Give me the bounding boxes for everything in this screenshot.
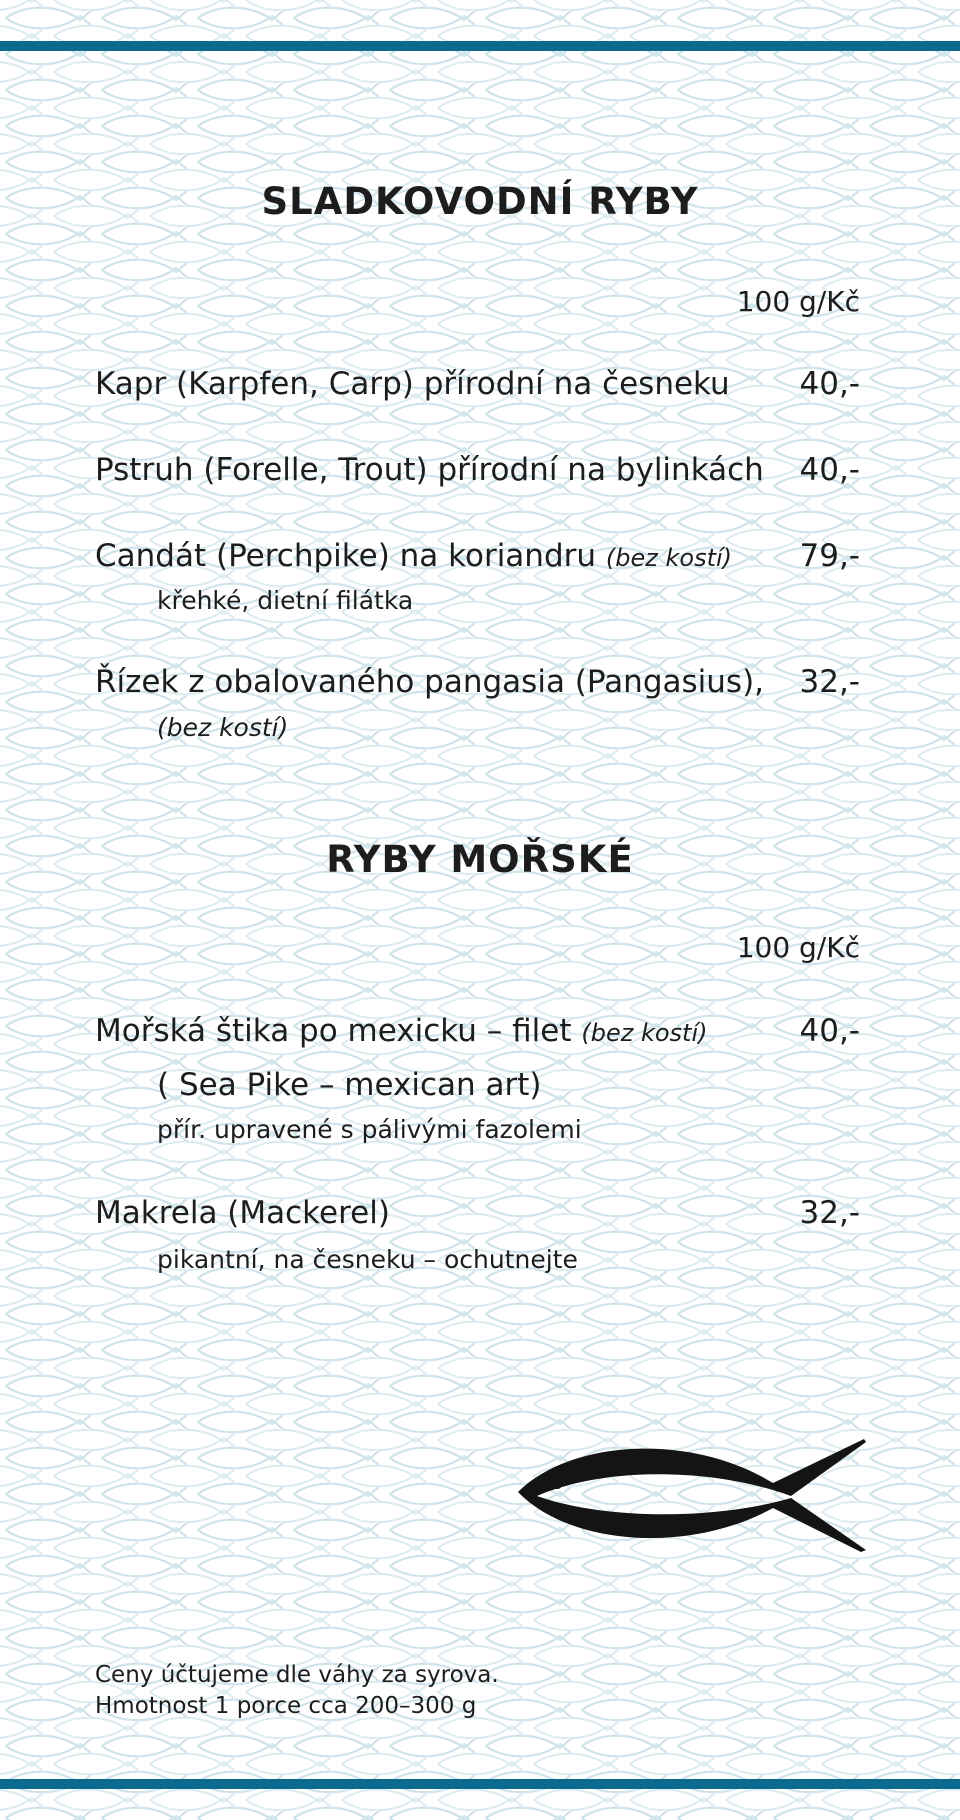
footer-line-1: Ceny účtujeme dle váhy za syrova. [95, 1662, 499, 1688]
item-note: (bez kostí) [605, 544, 733, 572]
fish-icon [515, 1428, 870, 1553]
item-price: 32,- [799, 664, 860, 700]
item-price: 79,- [799, 538, 860, 574]
section-title-freshwater: SLADKOVODNÍ RYBY [261, 180, 699, 223]
item-name: Candát (Perchpike) na koriandru (bez kostí) [95, 538, 733, 574]
menu-item-trout [95, 452, 860, 496]
item-description: (bez kostí) [157, 713, 289, 742]
item-description: křehké, dietní filátka [157, 586, 414, 615]
item-name: Pstruh (Forelle, Trout) přírodní na bylinkách [95, 452, 764, 488]
menu-item-pangasius [95, 664, 860, 708]
item-name: Makrela (Mackerel) [95, 1195, 390, 1231]
item-name: Kapr (Karpfen, Carp) přírodní na česneku [95, 366, 730, 402]
item-description: přír. upravené s pálivými fazolemi [157, 1115, 582, 1144]
item-price: 32,- [799, 1195, 860, 1231]
footer-line-2: Hmotnost 1 porce cca 200–300 g [95, 1693, 477, 1719]
item-note: (bez kostí) [581, 1019, 708, 1047]
item-name: Mořská štika po mexicku – filet (bez kostí) [95, 1013, 708, 1049]
item-price: 40,- [799, 1013, 860, 1049]
menu-item-sea-pike [95, 1013, 860, 1057]
item-name: Řízek z obalovaného pangasia (Pangasius), [95, 664, 765, 700]
item-description: pikantní, na česneku – ochutnejte [157, 1245, 578, 1274]
unit-label-freshwater: 100 g/Kč [736, 285, 860, 318]
item-price: 40,- [799, 366, 860, 402]
menu-item-perchpike [95, 538, 860, 582]
unit-label-seafish: 100 g/Kč [736, 931, 860, 964]
item-price: 40,- [799, 452, 860, 488]
section-title-seafish: RYBY MOŘSKÉ [326, 838, 634, 881]
menu-item-carp [95, 366, 860, 410]
item-subtitle: ( Sea Pike – mexican art) [157, 1067, 542, 1103]
menu-item-mackerel [95, 1195, 860, 1239]
